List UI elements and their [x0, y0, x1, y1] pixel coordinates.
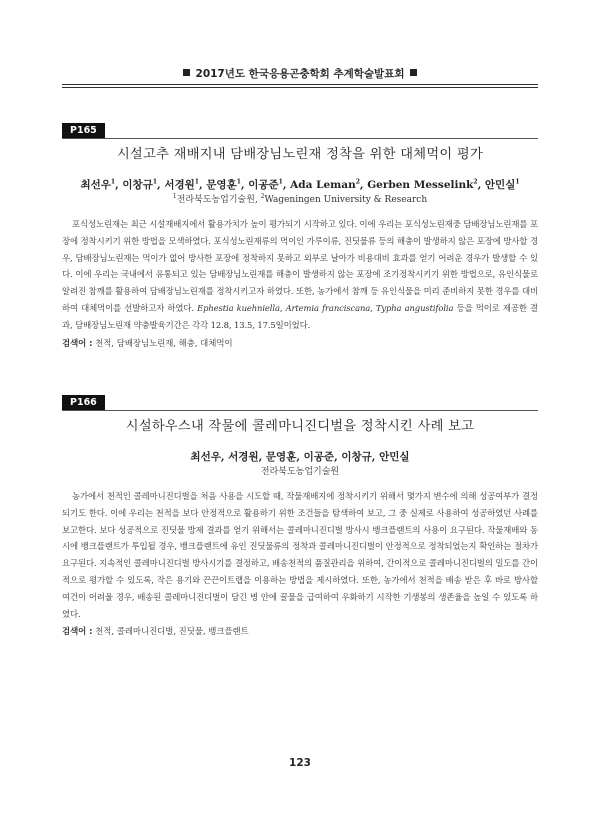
author: 안민실$^1$ — [484, 178, 520, 191]
author: Gerben Messelink$^2$ — [367, 178, 478, 191]
author: 이공준$^1$ — [248, 178, 283, 191]
author-list: 최선우$^1$, 이창규$^1$, 서경원$^1$, 문영훈$^1$, 이공준$^1$, Ada Leman$^2$, Gerben Messelink$^2$, 안민실$^1$ — [80, 178, 520, 191]
abstract-p165 — [62, 118, 538, 350]
keywords-label: 검색어 : — [62, 337, 93, 348]
header-rule — [62, 84, 538, 85]
affiliation-list: $^1$전라북도농업기술원, $^2$Wageningen University & Research — [172, 193, 428, 205]
author: 서경원$^1$ — [164, 178, 199, 191]
header-text: 2017년도 한국응용곤충학회 추계학술발표회 — [195, 68, 405, 80]
abstract-p166 — [62, 390, 538, 638]
keywords — [62, 336, 538, 350]
abstract-body: 포식성노린재는 최근 시설재배지에서 활용가치가 높이 평가되기 시작하고 있다. 이에 우리는 포식성노린재중 담배장님노린재를 포장에 정착시키기 위한 방법을 모색하였다. 포식성노린재류의 먹이인 가루이류, 진딧물류 등의 해충이 발생하지 않은 포장에 방사할 경우, 담배장님노린재는 먹이가 없어 방사한 포장에 정착하지 못하고 외부로 날아가 비용대비 효과를 얻기 어려운 경우가 발생할 수 있다. 이에 우리는 국내에서 유통되고 있는 담배장님노린재를 해충이 발생하지 않는 포장에 조기정착시키기 위한 방법으로, 유인식물로 알려진 참깨를 활용하여 담배장님노린재를 정착시키고자 하였다. 또한, 농가에서 참깨 등 유인식물을 미리 준비하지 못한 경우를 대비하여 대체먹이를 선발하고자 하였다. Ephestia kuehniella, Artemia franciscana, Typha angustifolia 등을 먹이로 제공한 결과, 담배장님노린재 약충발육기간은 각각 12.8, 13.5, 17.5일이었다. — [62, 219, 538, 330]
keywords-text: 천적, 담배장님노린재, 해충, 대체먹이 — [95, 337, 233, 348]
square-bullet-icon — [410, 69, 417, 76]
header-rule-thin — [62, 87, 538, 88]
author: 이창규$^1$ — [122, 178, 158, 191]
affiliation: Wageningen University & Research — [264, 195, 428, 205]
author-list: 최선우, 서경원, 문영훈, 이공준, 이창규, 안민실 — [190, 451, 410, 463]
author: Ada Leman$^2$ — [290, 178, 360, 191]
running-header — [0, 66, 600, 81]
square-bullet-icon — [183, 69, 190, 76]
abstract-title: 시설하우스내 작물에 콜레마니진디벌을 정착시킨 사례 보고 — [125, 419, 475, 434]
page-number: 123 — [289, 757, 311, 769]
keywords — [62, 624, 538, 638]
abstract-divider — [62, 138, 538, 139]
author: 문영훈$^1$ — [206, 178, 241, 191]
affiliation: 전라북도농업기술원 — [176, 195, 255, 205]
species-names: Ephestia kuehniella, Artemia franciscana, Typha angustifolia — [197, 302, 454, 313]
affiliation: 전라북도농업기술원 — [260, 467, 340, 477]
abstract-id-badge: P166 — [62, 395, 105, 410]
abstract-body: 농가에서 천적인 콜레마니진디벌을 처음 사용을 시도할 때, 작물재배지에 정착시키기 위해서 몇가지 변수에 의해 성공여부가 결정되기도 한다. 이에 우리는 천적을 보다 안정적으로 활용하기 위한 조건들을 탐색하여 보고, 그 중 실제로 사용하여 성공하였던 사례를 보고한다. 보다 성공적으로 진딧물 방제 결과를 얻기 위해서는 콜레마니진디벌 방사시 뱅크플랜트의 사용이 요구된다. 작물재배와 동시에 뱅크플랜트가 투입될 경우, 뱅크플랜트에 유인 진딧물류의 정착과 콜레마니진디벌이 안정적으로 정착되었는지 확인하는 절차가 요구된다. 지속적인 콜레마니진디벌 방사시기를 결정하고, 배송천적의 품질관리을 위하여, 간이적으로 콜레마니진디벌의 밀도를 간이적으로 평가할 수 있도록, 작은 용기와 끈끈이트랩을 이용하는 방법을 제시하였다. 또한, 농가에서 천적을 배송 받은 후 바로 방사할 여건이 어려울 경우, 배송된 콜레마니진디벌이 담긴 병 안에 꿀물을 급여하여 우화하기 시작한 기생봉의 생존율을 높일 수 있도록 하였다. — [62, 491, 538, 619]
abstract-divider — [62, 410, 538, 411]
keywords-label: 검색어 : — [62, 626, 93, 637]
keywords-text: 천적, 콜레마니진디벌, 진딧물, 뱅크플랜트 — [95, 626, 249, 637]
author: 최선우$^1$ — [80, 178, 116, 191]
abstract-title: 시설고추 재배지내 담배장님노린재 정착을 위한 대체먹이 평가 — [117, 147, 483, 162]
abstract-id-badge: P165 — [62, 123, 105, 138]
